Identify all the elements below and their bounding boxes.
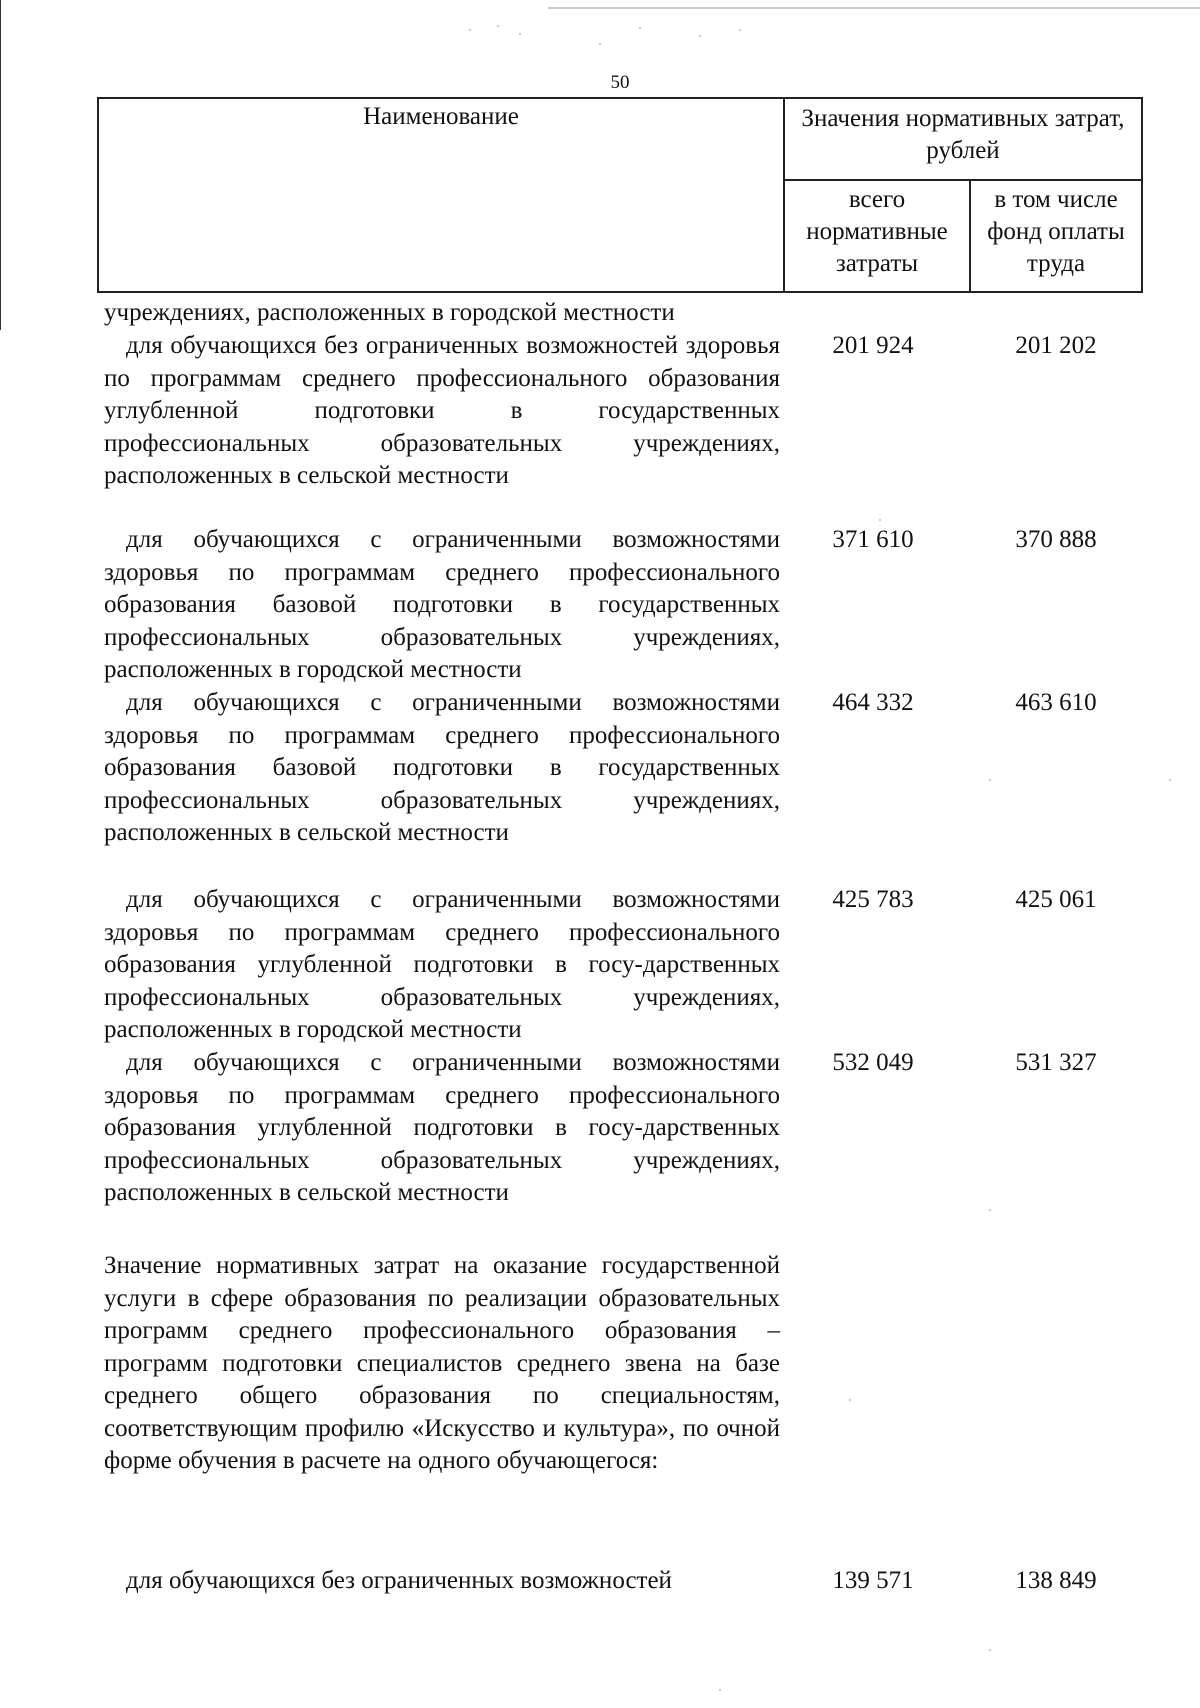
row-total: 425 783 (832, 886, 914, 913)
row-description: для обучающихся с ограниченными возможностями здоровья по программам среднего профессионального образования базовой подготовки в государственных профессиональных образовательных учреждениях, расположенных в городской местности (104, 526, 780, 683)
row-payroll: 463 610 (1015, 689, 1097, 716)
row-description: для обучающихся с ограниченными возможностями здоровья по программам среднего профессионального образования углубленной подготовки в госу-дарственных профессиональных образовательных учреждениях, расположенных в сельской местности (104, 1049, 780, 1206)
row-description: учреждениях, расположенных в городской местности (104, 299, 675, 326)
row-payroll: 531 327 (1015, 1049, 1097, 1076)
row-description: для обучающихся без ограниченных возможностей (126, 1567, 672, 1594)
header-total-costs: всего нормативные затраты (785, 181, 971, 293)
row-description: Значение нормативных затрат на оказание государственной услуги в сфере образования по реализации образовательных программ среднего профессионального образования – программ подготовки специалистов среднего звена на базе среднего общего образования по специальностям, соответствующим профилю «Искусство и культура», по очной форме обучения в расчете на одного обучающегося: (104, 1252, 780, 1474)
row-payroll: 138 849 (1015, 1567, 1097, 1594)
row-total: 371 610 (832, 526, 914, 553)
row-description: для обучающихся с ограниченными возможностями здоровья по программам среднего профессионального образования базовой подготовки в государственных профессиональных образовательных учреждениях, расположенных в сельской местности (104, 689, 780, 846)
header-values-column: Значения нормативных затрат, рублей (785, 99, 1141, 181)
table-header (97, 97, 1143, 293)
row-total: 139 571 (832, 1567, 914, 1594)
row-total: 532 049 (832, 1049, 914, 1076)
row-description: для обучающихся без ограниченных возможностей здоровья по программам среднего профессионального образования углубленной подготовки в государственных профессиональных образовательных учреждениях, расположенных в сельской местности (104, 332, 780, 489)
row-payroll: 425 061 (1015, 886, 1097, 913)
page-number: 50 (610, 72, 630, 93)
row-total: 201 924 (832, 332, 914, 359)
row-total: 464 332 (832, 689, 914, 716)
row-payroll: 201 202 (1015, 332, 1097, 359)
header-payroll-fund: в том числе фонд оплаты труда (987, 186, 1125, 277)
row-description: для обучающихся с ограниченными возможностями здоровья по программам среднего профессионального образования углубленной подготовки в госу-дарственных профессиональных образовательных учреждениях, расположенных в городской местности (104, 886, 780, 1043)
row-payroll: 370 888 (1015, 526, 1097, 553)
header-name-column: Наименование (99, 99, 785, 291)
